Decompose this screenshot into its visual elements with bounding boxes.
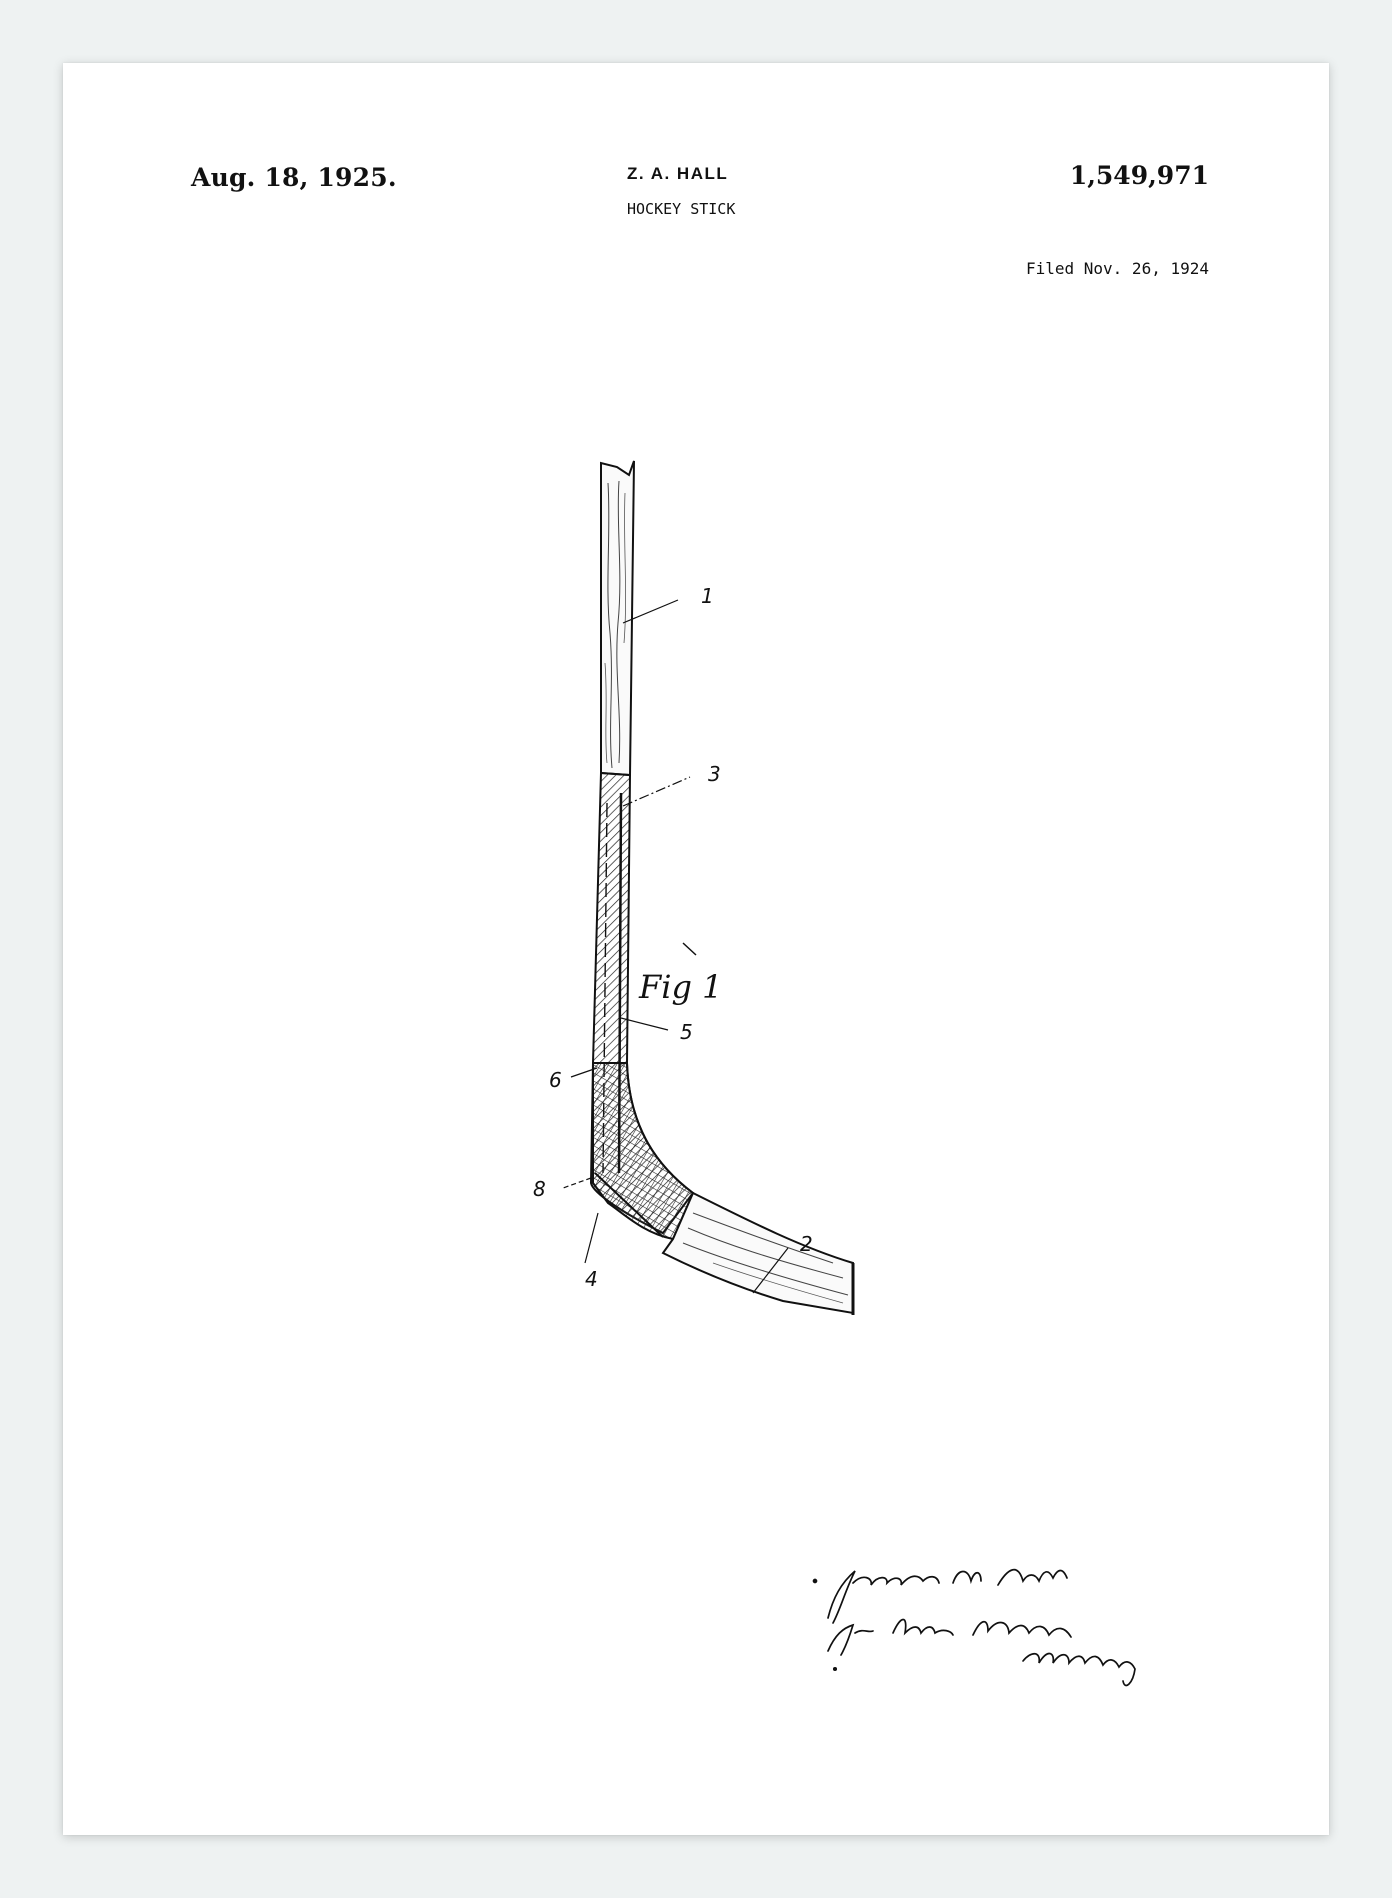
filed-date: Filed Nov. 26, 1924 [1025,259,1209,278]
ref-numeral-1: 1 [701,584,714,608]
ref-numeral-3: 3 [708,762,721,786]
hockey-stick-drawing [63,63,1329,1835]
patent-sheet [63,63,1329,1835]
signature [814,1570,1136,1686]
figure-label: Fig 1 [639,968,723,1006]
patent-number: 1,549,971 [1069,161,1209,190]
figure-label-underline [683,943,696,955]
heel-section [593,1063,693,1239]
ref-numeral-2: 2 [800,1232,813,1256]
patent-date: Aug. 18, 1925. [191,163,397,192]
ref-numeral-4: 4 [585,1267,598,1291]
invention-title: HOCKEY STICK [627,200,736,218]
ref-numeral-6: 6 [549,1068,562,1092]
shaft-upper [601,461,634,775]
inventor-name: Z. A. HALL [627,164,729,183]
ref-numeral-5: 5 [680,1020,693,1044]
ref-numeral-8: 8 [533,1177,546,1201]
blade [663,1193,853,1315]
